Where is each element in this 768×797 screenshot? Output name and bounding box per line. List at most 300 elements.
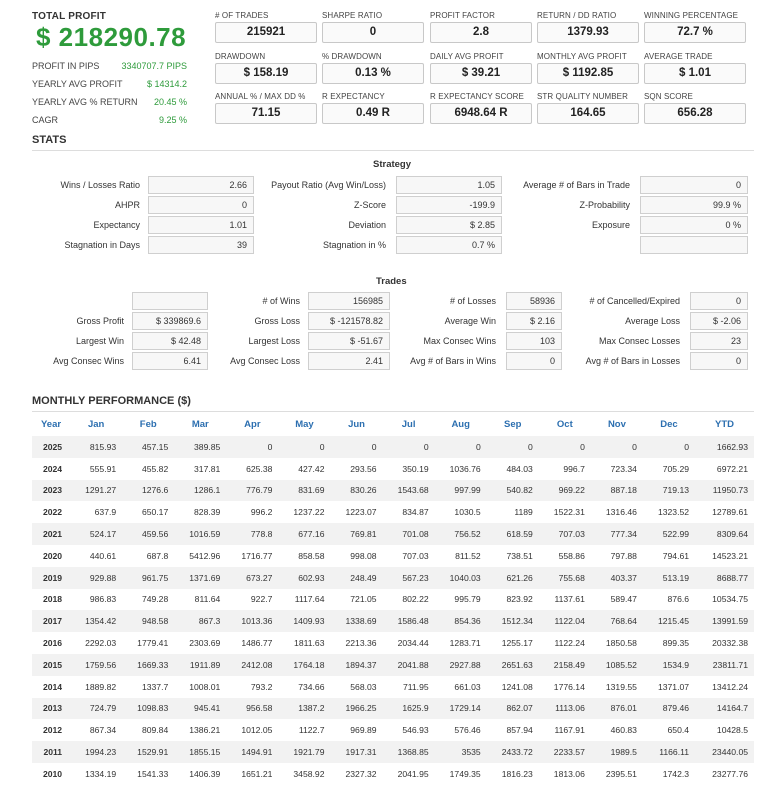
- table-cell: 8688.77: [695, 567, 754, 589]
- table-cell: 719.13: [643, 480, 695, 502]
- strategy-stat-label: Wins / Losses Ratio: [60, 180, 140, 190]
- table-row: [32, 763, 754, 785]
- column-header: Nov: [591, 413, 643, 436]
- table-cell: 1113.06: [539, 698, 591, 720]
- table-cell: 576.46: [435, 719, 487, 741]
- metric-trades: # OF TRADES 215921: [215, 11, 317, 43]
- table-cell: 673.27: [226, 567, 278, 589]
- table-cell: 0: [435, 436, 487, 458]
- table-cell: 8309.64: [695, 523, 754, 545]
- strategy-stat-label: AHPR: [114, 200, 140, 210]
- table-cell: 293.56: [330, 458, 382, 480]
- table-cell: 857.94: [487, 719, 539, 741]
- year-cell: 2019: [32, 567, 70, 589]
- monthly-performance-table: [32, 413, 754, 785]
- table-cell: 1742.3: [643, 763, 695, 785]
- total-profit-label: TOTAL PROFIT: [32, 11, 107, 22]
- year-cell: 2011: [32, 741, 70, 763]
- table-cell: 815.93: [70, 436, 122, 458]
- table-cell: 457.15: [122, 436, 174, 458]
- table-cell: 1889.82: [70, 676, 122, 698]
- table-cell: 797.88: [591, 545, 643, 567]
- table-cell: 0: [591, 436, 643, 458]
- table-cell: 996.2: [226, 501, 278, 523]
- table-cell: 777.34: [591, 523, 643, 545]
- table-cell: 403.37: [591, 567, 643, 589]
- table-cell: 830.26: [330, 480, 382, 502]
- table-cell: 317.81: [174, 458, 226, 480]
- table-cell: 440.61: [70, 545, 122, 567]
- column-header: Jan: [70, 413, 122, 436]
- metric-r-expectancy-score: R EXPECTANCY SCORE 6948.64 R: [430, 92, 532, 124]
- table-cell: 3535: [435, 741, 487, 763]
- table-cell: 2034.44: [383, 632, 435, 654]
- column-header: Oct: [539, 413, 591, 436]
- table-cell: 2412.08: [226, 654, 278, 676]
- year-cell: 2017: [32, 610, 70, 632]
- table-cell: 2327.32: [330, 763, 382, 785]
- table-cell: 23811.71: [695, 654, 754, 676]
- year-cell: 2023: [32, 480, 70, 502]
- metric-r-expectancy: R EXPECTANCY 0.49 R: [322, 92, 424, 124]
- table-cell: 707.03: [383, 545, 435, 567]
- table-cell: 1040.03: [435, 567, 487, 589]
- table-row: [32, 545, 754, 567]
- table-cell: 1036.76: [435, 458, 487, 480]
- table-cell: 734.66: [278, 676, 330, 698]
- table-row: [32, 632, 754, 654]
- trade-stat-label: Gross Profit: [76, 316, 124, 326]
- table-cell: 998.08: [330, 545, 382, 567]
- table-cell: 13412.24: [695, 676, 754, 698]
- table-cell: 1779.41: [122, 632, 174, 654]
- table-cell: 1368.85: [383, 741, 435, 763]
- table-cell: 811.64: [174, 589, 226, 611]
- column-header: Sep: [487, 413, 539, 436]
- trade-stat-value: $ -2.06: [690, 312, 748, 330]
- table-cell: 1386.21: [174, 719, 226, 741]
- table-cell: 1085.52: [591, 654, 643, 676]
- strategy-stat-value: 0: [148, 196, 254, 214]
- table-cell: 1016.59: [174, 523, 226, 545]
- table-cell: 793.2: [226, 676, 278, 698]
- table-cell: 899.35: [643, 632, 695, 654]
- table-row: [32, 741, 754, 763]
- trade-stat-label: # of Cancelled/Expired: [589, 296, 680, 306]
- table-cell: 2292.03: [70, 632, 122, 654]
- table-cell: 1749.35: [435, 763, 487, 785]
- table-cell: 756.52: [435, 523, 487, 545]
- table-cell: 0: [539, 436, 591, 458]
- table-row: [32, 458, 754, 480]
- table-cell: 707.03: [539, 523, 591, 545]
- table-cell: 546.93: [383, 719, 435, 741]
- metric-percent-drawdown: % DRAWDOWN 0.13 %: [322, 52, 424, 84]
- table-cell: 1759.56: [70, 654, 122, 676]
- strategy-stat-value: 1.05: [396, 176, 502, 194]
- trade-stat-label: Avg # of Bars in Wins: [410, 356, 496, 366]
- table-cell: 1989.5: [591, 741, 643, 763]
- table-body: [32, 436, 754, 785]
- table-cell: 858.58: [278, 545, 330, 567]
- table-cell: 1013.36: [226, 610, 278, 632]
- trade-stat-value: $ 2.16: [506, 312, 562, 330]
- trade-stat-label: Avg Consec Loss: [230, 356, 300, 366]
- table-cell: 1406.39: [174, 763, 226, 785]
- table-cell: 2651.63: [487, 654, 539, 676]
- table-cell: 1651.21: [226, 763, 278, 785]
- metric-winning-percentage: WINNING PERCENTAGE 72.7 %: [644, 11, 746, 43]
- table-cell: 1122.7: [278, 719, 330, 741]
- table-row: [32, 523, 754, 545]
- metric-return-dd-ratio: RETURN / DD RATIO 1379.93: [537, 11, 639, 43]
- table-cell: 1850.58: [591, 632, 643, 654]
- table-cell: 969.89: [330, 719, 382, 741]
- table-cell: 1098.83: [122, 698, 174, 720]
- table-cell: 12789.61: [695, 501, 754, 523]
- table-cell: 724.79: [70, 698, 122, 720]
- trade-stat-label: Largest Win: [75, 336, 124, 346]
- table-cell: 1716.77: [226, 545, 278, 567]
- table-cell: 650.17: [122, 501, 174, 523]
- table-cell: 1255.17: [487, 632, 539, 654]
- trade-stat-value: $ -51.67: [308, 332, 390, 350]
- table-cell: 1921.79: [278, 741, 330, 763]
- table-cell: 23277.76: [695, 763, 754, 785]
- table-row: [32, 610, 754, 632]
- table-cell: 524.17: [70, 523, 122, 545]
- metric-sqn-score: SQN SCORE 656.28: [644, 92, 746, 124]
- table-cell: 20332.38: [695, 632, 754, 654]
- table-cell: 1811.63: [278, 632, 330, 654]
- table-row: [32, 480, 754, 502]
- table-cell: 1241.08: [487, 676, 539, 698]
- strategy-stat-value: 0: [640, 176, 748, 194]
- strategy-stat-value: $ 2.85: [396, 216, 502, 234]
- table-row: [32, 501, 754, 523]
- stats-divider: [32, 150, 754, 151]
- table-cell: 929.88: [70, 567, 122, 589]
- year-cell: 2012: [32, 719, 70, 741]
- table-cell: 956.58: [226, 698, 278, 720]
- column-header: YTD: [695, 413, 754, 436]
- metric-profit-factor: PROFIT FACTOR 2.8: [430, 11, 532, 43]
- column-header: Jul: [383, 413, 435, 436]
- year-cell: 2015: [32, 654, 70, 676]
- year-cell: 2021: [32, 523, 70, 545]
- metric-annual-max-dd: ANNUAL % / MAX DD % 71.15: [215, 92, 317, 124]
- table-cell: 2041.95: [383, 763, 435, 785]
- table-cell: 876.01: [591, 698, 643, 720]
- table-cell: 778.8: [226, 523, 278, 545]
- monthly-divider: [32, 411, 754, 412]
- table-cell: 484.03: [487, 458, 539, 480]
- table-cell: 1334.19: [70, 763, 122, 785]
- column-header: Year: [32, 413, 70, 436]
- table-cell: 1030.5: [435, 501, 487, 523]
- table-cell: 1338.69: [330, 610, 382, 632]
- table-cell: 1776.14: [539, 676, 591, 698]
- table-cell: 513.19: [643, 567, 695, 589]
- strategy-stat-value: 39: [148, 236, 254, 254]
- table-cell: 1486.77: [226, 632, 278, 654]
- table-cell: 555.91: [70, 458, 122, 480]
- table-cell: 1669.33: [122, 654, 174, 676]
- strategy-stat-label: Expectancy: [93, 220, 140, 230]
- table-cell: 567.23: [383, 567, 435, 589]
- table-cell: 961.75: [122, 567, 174, 589]
- table-cell: 602.93: [278, 567, 330, 589]
- trade-stat-value: 0: [690, 292, 748, 310]
- metric-average-trade: AVERAGE TRADE $ 1.01: [644, 52, 746, 84]
- trade-stat-label: # of Losses: [449, 296, 496, 306]
- table-cell: 1008.01: [174, 676, 226, 698]
- strategy-stat-value: 0.7 %: [396, 236, 502, 254]
- column-header: May: [278, 413, 330, 436]
- table-cell: 995.79: [435, 589, 487, 611]
- table-cell: 922.7: [226, 589, 278, 611]
- table-cell: 10534.75: [695, 589, 754, 611]
- table-row: [32, 589, 754, 611]
- strategy-stat-value: 99.9 %: [640, 196, 748, 214]
- table-cell: 854.36: [435, 610, 487, 632]
- table-cell: 1522.31: [539, 501, 591, 523]
- table-cell: 460.83: [591, 719, 643, 741]
- table-cell: 1316.46: [591, 501, 643, 523]
- table-cell: 794.61: [643, 545, 695, 567]
- table-cell: 677.16: [278, 523, 330, 545]
- table-cell: 0: [330, 436, 382, 458]
- table-cell: 887.18: [591, 480, 643, 502]
- strategy-stat-label: Average # of Bars in Trade: [523, 180, 630, 190]
- trade-stat-value: 2.41: [308, 352, 390, 370]
- table-cell: 996.7: [539, 458, 591, 480]
- table-cell: 1917.31: [330, 741, 382, 763]
- table-cell: 0: [643, 436, 695, 458]
- table-cell: 1337.7: [122, 676, 174, 698]
- table-cell: 1994.23: [70, 741, 122, 763]
- table-cell: 1319.55: [591, 676, 643, 698]
- table-row: [32, 654, 754, 676]
- table-cell: 721.05: [330, 589, 382, 611]
- table-cell: 1189: [487, 501, 539, 523]
- column-header: Apr: [226, 413, 278, 436]
- table-cell: 540.82: [487, 480, 539, 502]
- table-cell: 568.03: [330, 676, 382, 698]
- table-cell: 701.08: [383, 523, 435, 545]
- trade-stat-value: $ 42.48: [132, 332, 208, 350]
- trade-stat-value: 0: [506, 352, 562, 370]
- year-cell: 2025: [32, 436, 70, 458]
- table-cell: 0: [383, 436, 435, 458]
- strategy-stat-label: Payout Ratio (Avg Win/Loss): [271, 180, 386, 190]
- table-cell: 2213.36: [330, 632, 382, 654]
- table-cell: 1354.42: [70, 610, 122, 632]
- summary-panel: TOTAL PROFIT $ 218290.78 PROFIT IN PIPS 3340707.7 PIPS YEARLY AVG PROFIT $ 14314.2 YEARLY AVG % RETURN 20.45 % CAGR 9.25 % # OF TRADES 215921 SHARPE RATIO 0 PROFIT FACTOR 2.8 RETURN / DD RATIO 1379.93 WINNING PERCENTAGE 72.7 % DRAWDOWN $ 158.19 % DRAWDOWN 0.13 % DAILY AVG PROFIT $ 39.21 MONTHLY AVG PROFIT $ 1192.85 AVERAGE TRADE $ 1.01 ANNUAL % / MAX DD % 71.15 R EXPECTANCY 0.49 R R EXPECTANCY SCORE 6948.64 R STR QUALITY NUMBER 164.65 SQN SCORE 656.28: [0, 0, 768, 128]
- strategy-stat-label: Stagnation in Days: [64, 240, 140, 250]
- year-cell: 2013: [32, 698, 70, 720]
- table-cell: 2158.49: [539, 654, 591, 676]
- strategy-stat-label: Z-Probability: [579, 200, 630, 210]
- table-cell: 3458.92: [278, 763, 330, 785]
- table-cell: 2433.72: [487, 741, 539, 763]
- trade-stat-value: 0: [690, 352, 748, 370]
- table-cell: 14164.7: [695, 698, 754, 720]
- trade-stat-value: $ -121578.82: [308, 312, 390, 330]
- table-cell: 427.42: [278, 458, 330, 480]
- table-cell: 876.6: [643, 589, 695, 611]
- table-cell: 1529.91: [122, 741, 174, 763]
- monthly-performance-title: MONTHLY PERFORMANCE ($): [32, 395, 191, 407]
- column-header: Aug: [435, 413, 487, 436]
- strategy-subtitle: Strategy: [373, 159, 412, 170]
- table-cell: 1237.22: [278, 501, 330, 523]
- trade-stat-label: Max Consec Losses: [598, 336, 680, 346]
- table-cell: 459.56: [122, 523, 174, 545]
- table-cell: 637.9: [70, 501, 122, 523]
- table-cell: 1966.25: [330, 698, 382, 720]
- table-cell: 969.22: [539, 480, 591, 502]
- table-cell: 948.58: [122, 610, 174, 632]
- table-cell: 711.95: [383, 676, 435, 698]
- table-cell: 0: [487, 436, 539, 458]
- trade-stat-label: Average Loss: [625, 316, 680, 326]
- column-header: Mar: [174, 413, 226, 436]
- year-cell: 2024: [32, 458, 70, 480]
- trade-stat-label: Avg Consec Wins: [53, 356, 124, 366]
- metric-monthly-avg-profit: MONTHLY AVG PROFIT $ 1192.85: [537, 52, 639, 84]
- table-cell: 1816.23: [487, 763, 539, 785]
- strategy-stat-label: Deviation: [348, 220, 386, 230]
- table-cell: 776.79: [226, 480, 278, 502]
- strategy-stat-label: Stagnation in %: [322, 240, 386, 250]
- table-cell: 705.29: [643, 458, 695, 480]
- table-cell: 558.86: [539, 545, 591, 567]
- table-cell: 14523.21: [695, 545, 754, 567]
- table-cell: 831.69: [278, 480, 330, 502]
- table-cell: 1729.14: [435, 698, 487, 720]
- table-cell: 650.4: [643, 719, 695, 741]
- table-cell: 1625.9: [383, 698, 435, 720]
- table-cell: 755.68: [539, 567, 591, 589]
- table-cell: 618.59: [487, 523, 539, 545]
- table-cell: 6972.21: [695, 458, 754, 480]
- table-cell: 661.03: [435, 676, 487, 698]
- table-cell: 823.92: [487, 589, 539, 611]
- total-profit-value: $ 218290.78: [36, 22, 187, 52]
- table-cell: 1494.91: [226, 741, 278, 763]
- table-cell: 749.28: [122, 589, 174, 611]
- table-cell: 1409.93: [278, 610, 330, 632]
- trade-stat-label: Largest Loss: [248, 336, 300, 346]
- table-cell: 1283.71: [435, 632, 487, 654]
- column-header: Dec: [643, 413, 695, 436]
- table-cell: 1387.2: [278, 698, 330, 720]
- table-cell: 1534.9: [643, 654, 695, 676]
- table-cell: 1662.93: [695, 436, 754, 458]
- table-cell: 834.87: [383, 501, 435, 523]
- strategy-stat-value: 1.01: [148, 216, 254, 234]
- table-row: [32, 676, 754, 698]
- table-cell: 828.39: [174, 501, 226, 523]
- table-cell: 1166.11: [643, 741, 695, 763]
- table-cell: 809.84: [122, 719, 174, 741]
- table-cell: 589.47: [591, 589, 643, 611]
- strategy-stat-value: [640, 236, 748, 254]
- table-cell: 11950.73: [695, 480, 754, 502]
- table-cell: 811.52: [435, 545, 487, 567]
- table-cell: 1894.37: [330, 654, 382, 676]
- strategy-stat-label: Z-Score: [353, 200, 386, 210]
- year-cell: 2020: [32, 545, 70, 567]
- trade-stat-value: 58936: [506, 292, 562, 310]
- table-cell: 986.83: [70, 589, 122, 611]
- metric-daily-avg-profit: DAILY AVG PROFIT $ 39.21: [430, 52, 532, 84]
- table-cell: 5412.96: [174, 545, 226, 567]
- table-cell: 1813.06: [539, 763, 591, 785]
- table-row: [32, 567, 754, 589]
- table-cell: 723.34: [591, 458, 643, 480]
- stats-title: STATS: [32, 134, 67, 146]
- table-cell: 13991.59: [695, 610, 754, 632]
- table-cell: 0: [278, 436, 330, 458]
- table-cell: 2395.51: [591, 763, 643, 785]
- table-cell: 1543.68: [383, 480, 435, 502]
- table-cell: 23440.05: [695, 741, 754, 763]
- table-cell: 2927.88: [435, 654, 487, 676]
- table-cell: 1512.34: [487, 610, 539, 632]
- table-cell: 0: [226, 436, 278, 458]
- table-cell: 769.81: [330, 523, 382, 545]
- table-cell: 867.3: [174, 610, 226, 632]
- table-cell: 867.34: [70, 719, 122, 741]
- table-cell: 350.19: [383, 458, 435, 480]
- table-cell: 1586.48: [383, 610, 435, 632]
- trade-stat-label: Average Win: [444, 316, 496, 326]
- table-cell: 1122.24: [539, 632, 591, 654]
- table-cell: 1323.52: [643, 501, 695, 523]
- trade-stat-value: 156985: [308, 292, 390, 310]
- year-cell: 2016: [32, 632, 70, 654]
- table-cell: 1117.64: [278, 589, 330, 611]
- table-row: [32, 436, 754, 458]
- trade-stat-value: 23: [690, 332, 748, 350]
- trade-stat-label: # of Wins: [262, 296, 300, 306]
- table-cell: 389.85: [174, 436, 226, 458]
- strategy-stat-value: 2.66: [148, 176, 254, 194]
- table-cell: 1276.6: [122, 480, 174, 502]
- table-cell: 879.46: [643, 698, 695, 720]
- trades-subtitle: Trades: [376, 276, 407, 287]
- table-cell: 1122.04: [539, 610, 591, 632]
- table-cell: 1291.27: [70, 480, 122, 502]
- table-cell: 802.22: [383, 589, 435, 611]
- table-cell: 738.51: [487, 545, 539, 567]
- trade-stat-label: Max Consec Wins: [423, 336, 496, 346]
- strategy-stat-value: 0 %: [640, 216, 748, 234]
- table-cell: 1286.1: [174, 480, 226, 502]
- table-cell: 2041.88: [383, 654, 435, 676]
- table-cell: 621.26: [487, 567, 539, 589]
- column-header: Jun: [330, 413, 382, 436]
- year-cell: 2014: [32, 676, 70, 698]
- table-cell: 862.07: [487, 698, 539, 720]
- trade-stat-value: 6.41: [132, 352, 208, 370]
- strategy-stat-value: -199.9: [396, 196, 502, 214]
- table-cell: 768.64: [591, 610, 643, 632]
- table-cell: 1541.33: [122, 763, 174, 785]
- table-cell: 2233.57: [539, 741, 591, 763]
